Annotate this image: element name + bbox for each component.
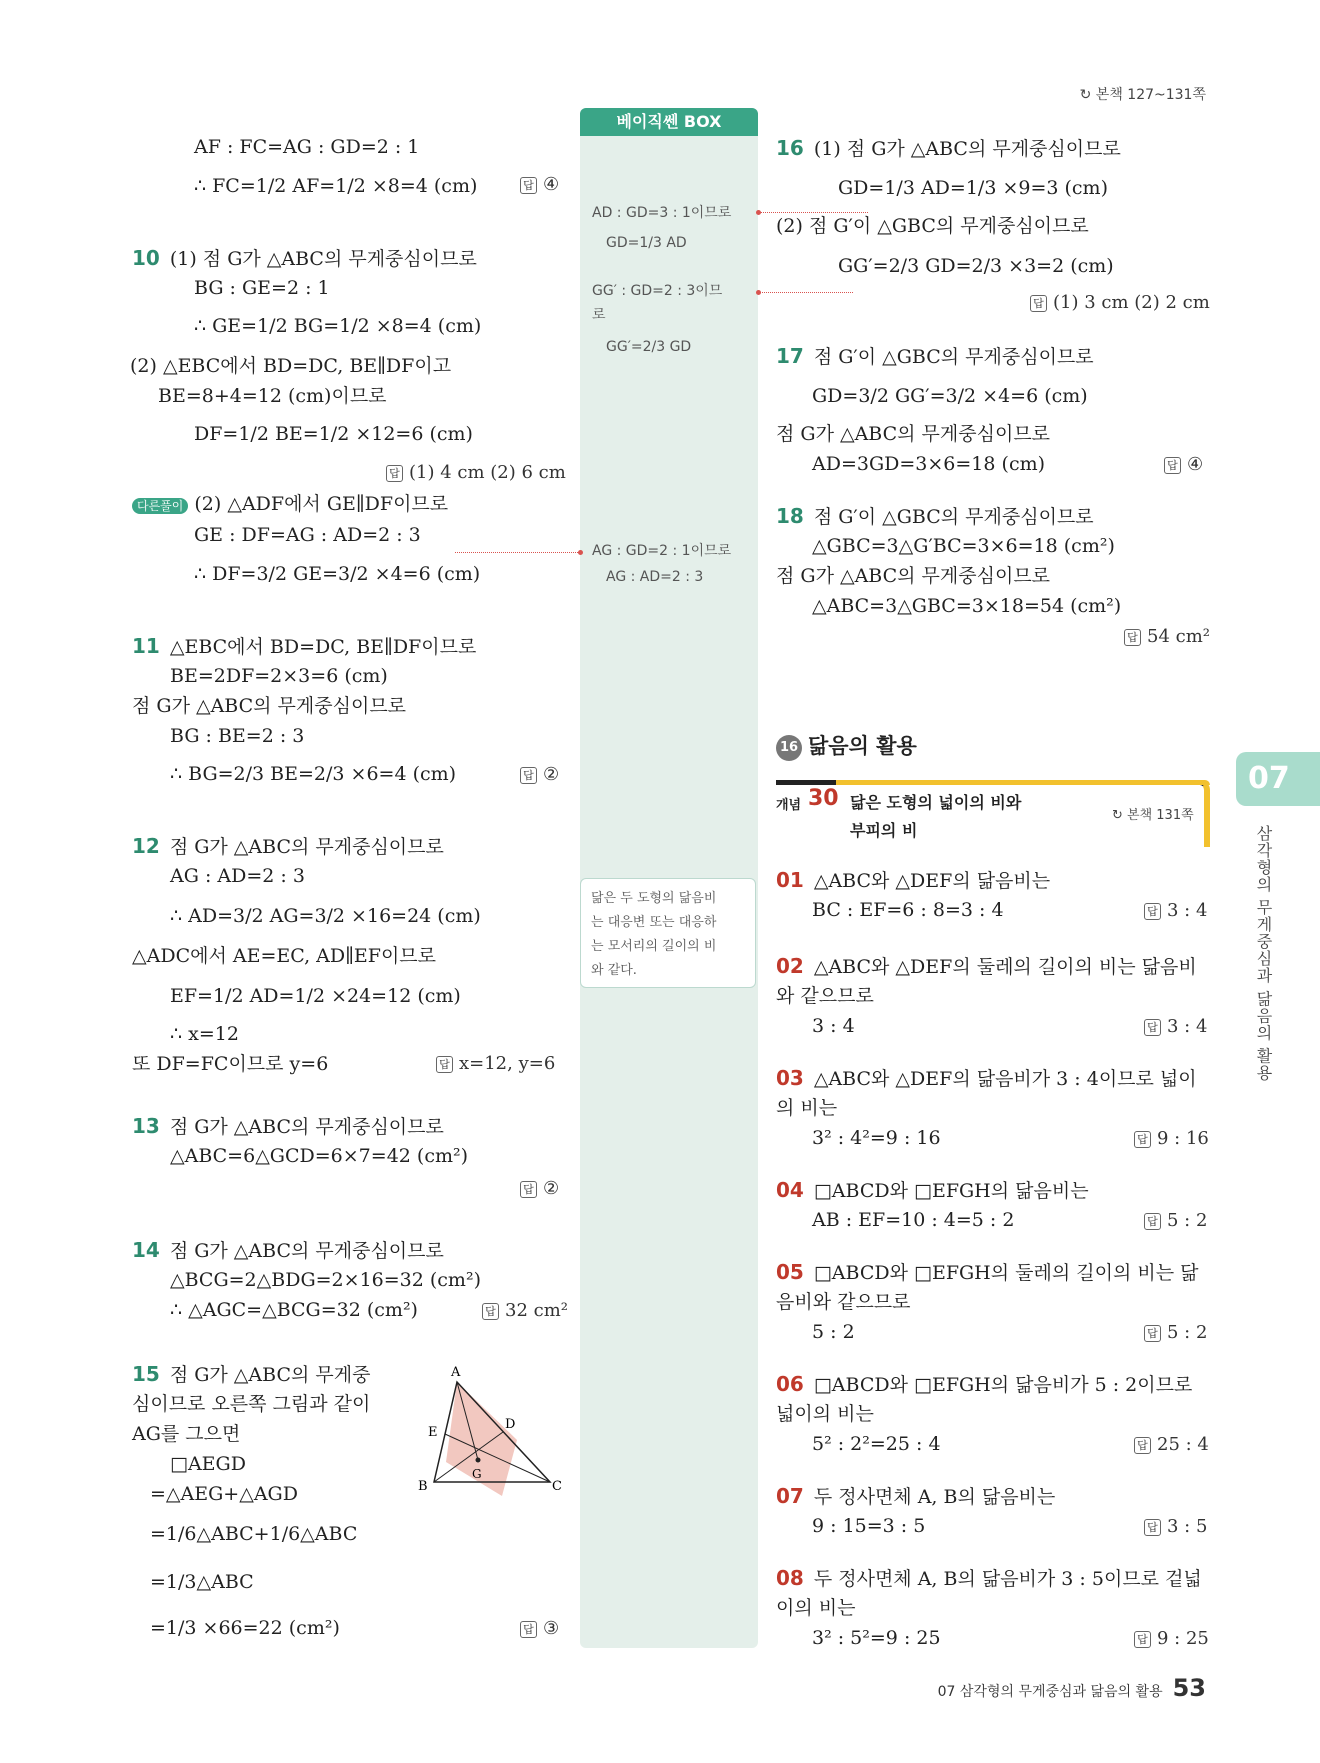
- solution-line: =△AEG+△AGD: [150, 1483, 298, 1505]
- vertex-label: B: [418, 1479, 428, 1494]
- answer: 답 ②: [520, 764, 559, 785]
- solution-line: BE=2DF=2×3=6 (cm): [170, 665, 388, 687]
- solution-line: AB : EF=10 : 4=5 : 2: [812, 1209, 1015, 1231]
- solution-line: GD=1/3 AD=1/3 ×9=3 (cm): [838, 177, 1108, 199]
- vertex-label: C: [552, 1479, 562, 1494]
- triangle-figure: [410, 1362, 570, 1498]
- solution-line: 음비와 같으므로: [776, 1291, 911, 1313]
- answer: 답 ④: [520, 174, 559, 195]
- solution-line: BC : EF=6 : 8=3 : 4: [812, 899, 1004, 921]
- connector-dot: [756, 210, 761, 215]
- problem-line: 13 점 G가 △ABC의 무게중심이므로: [132, 1114, 444, 1138]
- solution-line: 점 G가 △ABC의 무게중심이므로: [132, 695, 407, 717]
- solution-line: ∴ △AGC=△BCG=32 (cm²): [170, 1299, 418, 1321]
- answer-icon: 답: [520, 177, 537, 194]
- vertex-label: G: [472, 1467, 482, 1481]
- solution-line: BE=8+4=12 (cm)이므로: [158, 385, 387, 407]
- solution-line: 이의 비는: [776, 1597, 856, 1619]
- answer-icon: 답: [1124, 629, 1141, 646]
- problem-line: 14 점 G가 △ABC의 무게중심이므로: [132, 1238, 444, 1262]
- answer-icon: 답: [1144, 1213, 1161, 1230]
- answer: 답 ④: [1164, 454, 1203, 475]
- connector-dot: [756, 290, 761, 295]
- concept-title: 닮은 도형의 넓이의 비와: [850, 793, 1022, 812]
- solution-line: 5² : 2²=25 : 4: [812, 1433, 941, 1455]
- solution-line: △ADC에서 AE=EC, AD∥EF이므로: [132, 945, 437, 967]
- solution-line: □AEGD: [170, 1453, 246, 1475]
- solution-line: GE : DF=AG : AD=2 : 3: [194, 524, 421, 546]
- connector-line: [758, 292, 853, 293]
- solution-line: GD=3/2 GG′=3/2 ×4=6 (cm): [812, 385, 1088, 407]
- solution-line: 심이므로 오른쪽 그림과 같이: [132, 1393, 371, 1415]
- solution-line: =1/3△ABC: [150, 1571, 254, 1593]
- answer-icon: 답: [1134, 1437, 1151, 1454]
- answer: 답 25 : 4: [1134, 1434, 1209, 1455]
- solution-line: 와 같으므로: [776, 985, 874, 1007]
- solution-line: 의 비는: [776, 1097, 838, 1119]
- answer: 답 3 : 5: [1144, 1516, 1207, 1537]
- answer-icon: 답: [520, 1621, 537, 1638]
- answer-icon: 답: [436, 1056, 453, 1073]
- box-note: AD : GD=3 : 1이므로: [592, 205, 732, 221]
- page-number: 53: [1172, 1674, 1206, 1702]
- answer: 답 32 cm²: [482, 1300, 568, 1321]
- tip-note: 닮은 두 도형의 닮음비 는 대응변 또는 대응하 는 모서리의 길이의 비 와 같다.: [580, 878, 756, 988]
- concept-title: 부피의 비: [850, 821, 918, 840]
- problem-line: 17 점 G′이 △GBC의 무게중심이므로: [776, 344, 1094, 368]
- problem-line: 18 점 G′이 △GBC의 무게중심이므로: [776, 504, 1094, 528]
- solution-line: 점 G가 △ABC의 무게중심이므로: [776, 423, 1051, 445]
- section-title: 16 닮음의 활용: [776, 730, 917, 761]
- solution-line: 점 G가 △ABC의 무게중심이므로: [776, 565, 1051, 587]
- solution-line: ∴ AD=3/2 AG=3/2 ×16=24 (cm): [170, 905, 481, 927]
- problem-line: 12 점 G가 △ABC의 무게중심이므로: [132, 834, 444, 858]
- alt-label: 다른풀이: [132, 498, 188, 514]
- answer: 답 ②: [520, 1178, 559, 1199]
- answer: 답 (1) 4 cm (2) 6 cm: [386, 462, 566, 483]
- solution-line: ∴ BG=2/3 BE=2/3 ×6=4 (cm): [170, 763, 457, 785]
- solution-line: BG : BE=2 : 3: [170, 725, 305, 747]
- book-reference: ↻ 본책 127~131쪽: [1079, 87, 1206, 103]
- section-badge: 16: [776, 735, 802, 761]
- solution-line: △BCG=2△BDG=2×16=32 (cm²): [170, 1269, 481, 1291]
- problem-line: 05 □ABCD와 □EFGH의 둘레의 길이의 비는 닮: [776, 1260, 1199, 1284]
- answer: 답 9 : 16: [1134, 1128, 1209, 1149]
- solution-line: 5 : 2: [812, 1321, 855, 1343]
- solution-line: ∴ FC=1/2 AF=1/2 ×8=4 (cm): [194, 175, 478, 197]
- problem-line: 04 □ABCD와 □EFGH의 닮음비는: [776, 1178, 1089, 1202]
- solution-line: 또 DF=FC이므로 y=6: [132, 1053, 329, 1075]
- problem-line: 08 두 정사면체 A, B의 닮음비가 3 : 5이므로 겉넓: [776, 1566, 1202, 1590]
- answer-icon: 답: [1164, 457, 1181, 474]
- answer-icon: 답: [520, 1181, 537, 1198]
- solution-line: (2) △EBC에서 BD=DC, BE∥DF이고: [130, 355, 452, 377]
- problem-line: 16 (1) 점 G가 △ABC의 무게중심이므로: [776, 136, 1121, 160]
- refresh-icon: ↻: [1112, 808, 1128, 823]
- box-note: AG : GD=2 : 1이므로: [592, 543, 732, 559]
- solution-line: AG를 그으면: [132, 1423, 241, 1445]
- solution-line: (2) 점 G′이 △GBC의 무게중심이므로: [776, 215, 1089, 237]
- box-note: 로: [592, 307, 606, 323]
- answer-icon: 답: [1144, 1519, 1161, 1536]
- answer-icon: 답: [1144, 1019, 1161, 1036]
- solution-line: ∴ x=12: [170, 1023, 239, 1045]
- solution-line: ∴ GE=1/2 BG=1/2 ×8=4 (cm): [194, 315, 482, 337]
- answer-icon: 답: [520, 767, 537, 784]
- solution-line: =1/3 ×66=22 (cm²): [150, 1617, 340, 1639]
- solution-line: 3² : 4²=9 : 16: [812, 1127, 941, 1149]
- answer: 답 ③: [520, 1618, 559, 1639]
- concept-ref: ↻ 본책 131쪽: [1112, 808, 1194, 823]
- problem-line: 10 (1) 점 G가 △ABC의 무게중심이므로: [132, 246, 477, 270]
- concept-number: 30: [808, 786, 839, 811]
- solution-line: AD=3GD=3×6=18 (cm): [812, 453, 1046, 475]
- answer-icon: 답: [1144, 1325, 1161, 1342]
- answer-icon: 답: [1134, 1631, 1151, 1648]
- solution-line: 3² : 5²=9 : 25: [812, 1627, 941, 1649]
- answer: 답 x=12, y=6: [436, 1053, 555, 1074]
- vertex-label: A: [451, 1365, 461, 1380]
- answer-icon: 답: [1030, 295, 1047, 312]
- answer-icon: 답: [1144, 903, 1161, 920]
- solution-line: △ABC=6△GCD=6×7=42 (cm²): [170, 1145, 469, 1167]
- answer: 답 9 : 25: [1134, 1628, 1209, 1649]
- solution-line: =1/6△ABC+1/6△ABC: [150, 1523, 358, 1545]
- alt-solution: 다른풀이 (2) △ADF에서 GE∥DF이므로: [132, 490, 448, 520]
- answer: 답 54 cm²: [1124, 626, 1210, 647]
- page-footer: 07 삼각형의 무게중심과 닮음의 활용 53: [937, 1674, 1206, 1702]
- problem-line: 07 두 정사면체 A, B의 닮음비는: [776, 1484, 1056, 1508]
- problem-line: 03 △ABC와 △DEF의 닮음비가 3 : 4이므로 넓이: [776, 1066, 1197, 1090]
- box-note: AG : AD=2 : 3: [606, 569, 704, 585]
- answer: 답 3 : 4: [1144, 1016, 1207, 1037]
- chapter-tab[interactable]: 07: [1236, 752, 1320, 806]
- solution-line: AF : FC=AG : GD=2 : 1: [194, 136, 420, 158]
- solution-line: △ABC=3△GBC=3×18=54 (cm²): [812, 595, 1122, 617]
- concept-label: 개념: [776, 798, 802, 813]
- chapter-vertical-title: 삼각형의 무게중심과 닮음의 활용: [1254, 825, 1273, 1082]
- solution-line: 넓이의 비는: [776, 1403, 874, 1425]
- problem-line: 01 △ABC와 △DEF의 닮음비는: [776, 868, 1051, 892]
- connector-line: [455, 552, 582, 553]
- problem-line: 11 △EBC에서 BD=DC, BE∥DF이므로: [132, 634, 477, 658]
- solution-line: EF=1/2 AD=1/2 ×24=12 (cm): [170, 985, 461, 1007]
- solution-line: △GBC=3△G′BC=3×6=18 (cm²): [812, 535, 1115, 557]
- answer-icon: 답: [386, 465, 403, 482]
- answer: 답 (1) 3 cm (2) 2 cm: [1030, 292, 1210, 313]
- answer: 답 5 : 2: [1144, 1210, 1207, 1231]
- solution-line: BG : GE=2 : 1: [194, 277, 330, 299]
- vertex-label: D: [505, 1417, 516, 1432]
- box-note: GG′ : GD=2 : 3이므: [592, 283, 723, 299]
- centroid-point: [476, 1458, 481, 1463]
- solution-line: 9 : 15=3 : 5: [812, 1515, 926, 1537]
- problem-line: 02 △ABC와 △DEF의 둘레의 길이의 비는 닮음비: [776, 954, 1197, 978]
- solution-line: DF=1/2 BE=1/2 ×12=6 (cm): [194, 423, 473, 445]
- box-title: 베이직쎈 BOX: [580, 108, 758, 136]
- answer-icon: 답: [1134, 1131, 1151, 1148]
- solution-line: AG : AD=2 : 3: [170, 865, 305, 887]
- connector-dot: [578, 550, 583, 555]
- solution-line: ∴ DF=3/2 GE=3/2 ×4=6 (cm): [194, 563, 481, 585]
- refresh-icon: ↻: [1079, 87, 1096, 103]
- solution-line: 3 : 4: [812, 1015, 855, 1037]
- problem-line: 06 □ABCD와 □EFGH의 닮음비가 5 : 2이므로: [776, 1372, 1193, 1396]
- answer: 답 5 : 2: [1144, 1322, 1207, 1343]
- solution-line: GG′=2/3 GD=2/3 ×3=2 (cm): [838, 255, 1114, 277]
- answer-icon: 답: [482, 1303, 499, 1320]
- problem-line: 15 점 G가 △ABC의 무게중: [132, 1362, 371, 1386]
- concept-accent: [836, 780, 1210, 785]
- box-note: GG′=2/3 GD: [606, 339, 692, 355]
- vertex-label: E: [428, 1425, 438, 1440]
- box-note: GD=1/3 AD: [606, 235, 687, 251]
- answer: 답 3 : 4: [1144, 900, 1207, 921]
